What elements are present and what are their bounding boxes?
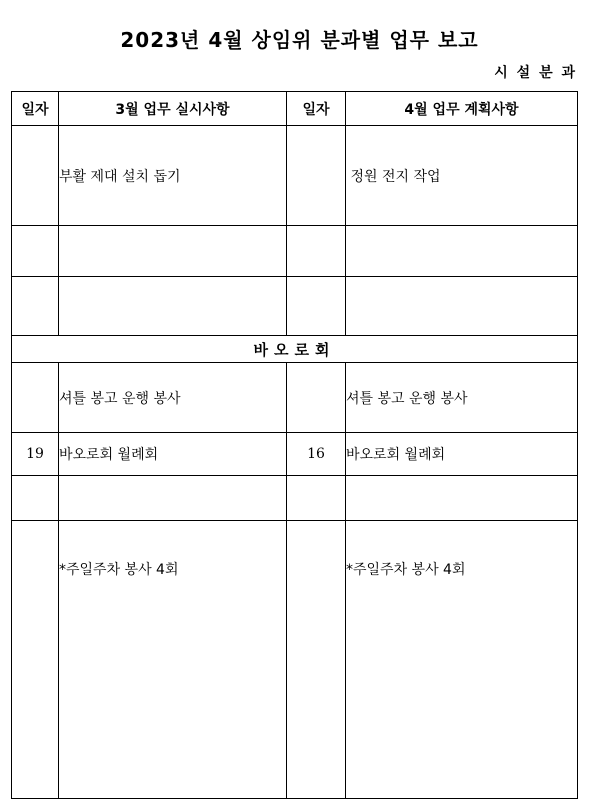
- cell-done: [59, 521, 287, 799]
- cell-day-right: [287, 476, 346, 521]
- table-row: [12, 277, 578, 336]
- section-row: [12, 336, 578, 363]
- cell-done: [59, 126, 287, 226]
- report-table: [11, 91, 578, 799]
- cell-done-text: *주일주차 봉사 4회: [59, 562, 179, 578]
- cell-day-left: [12, 363, 59, 433]
- cell-day-left: [12, 277, 59, 336]
- cell-day-right: [287, 126, 346, 226]
- table-row: [12, 521, 578, 799]
- cell-plan: [346, 126, 578, 226]
- cell-plan: [346, 521, 578, 799]
- header-done: 3월 업무 실시사항: [59, 92, 287, 126]
- cell-done: 셔틀 봉고 운행 봉사: [59, 363, 287, 433]
- header-plan: 4월 업무 계획사항: [346, 92, 578, 126]
- cell-day-left: [12, 226, 59, 277]
- table-row: [12, 433, 578, 476]
- cell-day-right: [287, 363, 346, 433]
- cell-plan-text: 정원 전지 작업: [346, 168, 441, 185]
- cell-day-right: 16: [287, 433, 346, 476]
- cell-done: [59, 277, 287, 336]
- report-title: 2023년 4월 상임위 분과별 업무 보고: [120, 28, 479, 52]
- section-title: 바오로회: [12, 336, 578, 363]
- cell-day-right: [287, 226, 346, 277]
- cell-day-right: [287, 277, 346, 336]
- header-day-left: 일자: [12, 92, 59, 126]
- department-label: 시 설 분 과: [494, 65, 577, 81]
- cell-plan-text: *주일주차 봉사 4회: [346, 562, 466, 578]
- table-row: [12, 363, 578, 433]
- cell-day-left: [12, 476, 59, 521]
- header-row: [12, 92, 578, 126]
- cell-plan: [346, 226, 578, 277]
- table-row: [12, 126, 578, 226]
- header-day-right: 일자: [287, 92, 346, 126]
- cell-plan: 셔틀 봉고 운행 봉사: [346, 363, 578, 433]
- cell-day-left: [12, 126, 59, 226]
- table-row: [12, 476, 578, 521]
- cell-done-text: 부활 제대 설치 돕기: [59, 168, 181, 185]
- cell-plan: 바오로회 월례회: [346, 433, 578, 476]
- cell-done: [59, 476, 287, 521]
- table-row: [12, 226, 578, 277]
- cell-done: 바오로회 월례회: [59, 433, 287, 476]
- cell-plan: [346, 277, 578, 336]
- cell-day-left: 19: [12, 433, 59, 476]
- cell-day-left: [12, 521, 59, 799]
- cell-plan: [346, 476, 578, 521]
- cell-day-right: [287, 521, 346, 799]
- cell-done: [59, 226, 287, 277]
